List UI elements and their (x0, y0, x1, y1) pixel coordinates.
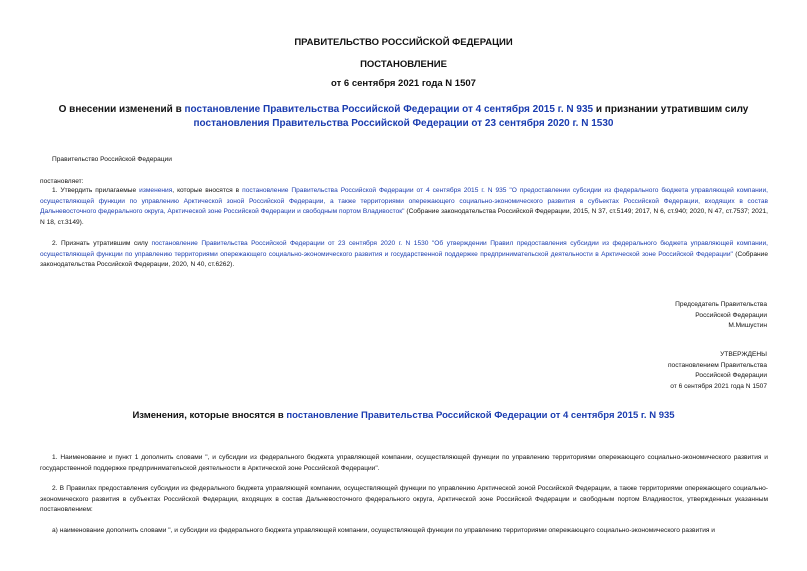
link-decree-935[interactable]: постановление Правительства Российской Федерации от 4 сентября 2015 г. N 935 "О предоставлении субсидии из федерального бюджета управляющей компании, осуществляющей функции по управлению Арктической зоной Российской Федерации, а также территориями опережающего социально-экономического развития в субъектах Российской Федерации, входящих в состав Дальневосточного федерального округа, Арктической зоне Российской Федерации и свободным портом Владивосток" (40, 187, 768, 215)
paragraph-1 (40, 186, 768, 228)
approval-line: постановлением Правительства (667, 361, 767, 369)
changes-title (0, 410, 807, 421)
signature-block (675, 300, 767, 332)
change-text: 2. В Правилах предоставления субсидии из федерального бюджета управляющей компании, осуществляющей функции по управлению Арктической зоной Российской Федерации, а также территориями опережающего социально-экономического развития в субъектах Российской Федерации, входящих в состав Дальневосточного федерального округа, Арктической зоне Российской Федерации и свободным портом Владивосток, утвержденных указанным постановлением: (40, 485, 768, 513)
title-link-decree-1530[interactable]: постановления Правительства Российской Федерации от 23 сентября 2020 г. N 1530 (193, 118, 614, 129)
issuer: Правительство Российской Федерации (52, 156, 172, 163)
link-changes[interactable]: изменения (139, 187, 173, 194)
signature-name: М.Мишустин (728, 322, 767, 329)
change-item-2 (40, 484, 768, 516)
paragraph-text: , которые вносятся в (172, 187, 243, 194)
government-heading: ПРАВИТЕЛЬСТВО РОССИЙСКОЙ ФЕДЕРАЦИИ (294, 37, 513, 48)
changes-title-text: Изменения, которые вносятся в (132, 410, 287, 421)
signature-position: Председатель Правительства (675, 301, 767, 308)
paragraph-2 (40, 239, 768, 271)
decides: постановляет: (40, 178, 84, 185)
paragraph-text: 1. Утвердить прилагаемые (52, 187, 140, 194)
signature-org: Российской Федерации (695, 311, 767, 319)
approval-heading: УТВЕРЖДЕНЫ (720, 351, 767, 358)
approval-line: от 6 сентября 2021 года N 1507 (670, 382, 767, 390)
link-decree-1530[interactable]: постановление Правительства Российской Федерации от 23 сентября 2020 г. N 1530 "Об утверждении Правил предоставления субсидии из федерального бюджета управляющей компании, осуществляющей функции по управлению территориями опережающего социально-экономического развития и государственной поддержке предпринимательской деятельности в Арктической зоне Российской Федерации" (40, 240, 768, 258)
change-item-3 (40, 526, 768, 537)
title-link-decree-935[interactable]: постановление Правительства Российской Федерации от 4 сентября 2015 г. N 935 (184, 104, 594, 115)
change-text: а) наименование дополнить словами ", и субсидии из федерального бюджета управляющей компании, осуществляющей функции по управлению территориями опережающего социально-экономического развития и (52, 527, 715, 534)
decree-date-number: от 6 сентября 2021 года N 1507 (331, 78, 476, 89)
approval-block (668, 350, 767, 392)
title-text: О внесении изменений в (58, 104, 185, 115)
change-item-1 (40, 453, 768, 474)
paragraph-text: (Собрание законодательства Российской Федерации, 2020, N 40, ст.6262). (40, 250, 768, 268)
paragraph-text: 2. Признать утратившим силу (52, 240, 152, 247)
decree-title (40, 103, 767, 131)
title-text: и признании утратившим силу (593, 104, 749, 115)
approval-line: Российской Федерации (695, 372, 767, 379)
change-text: 1. Наименование и пункт 1 дополнить словами ", и субсидии из федерального бюджета управляющей компании, осуществляющей функции по управлению территориями опережающего социально-экономического развития и государственной поддержке предпринимательской деятельности в Арктической зоне Российской Федерации". (40, 454, 768, 472)
changes-title-link[interactable]: постановление Правительства Российской Федерации от 4 сентября 2015 г. N 935 (286, 410, 675, 421)
paragraph-text: (Собрание законодательства Российской Федерации, 2015, N 37, ст.5149; 2017, N 6, ст.940; 2020, N 47, ст.7537; 2021, N 18, ст.3149). (40, 208, 768, 226)
doc-type-heading: ПОСТАНОВЛЕНИЕ (360, 59, 447, 70)
